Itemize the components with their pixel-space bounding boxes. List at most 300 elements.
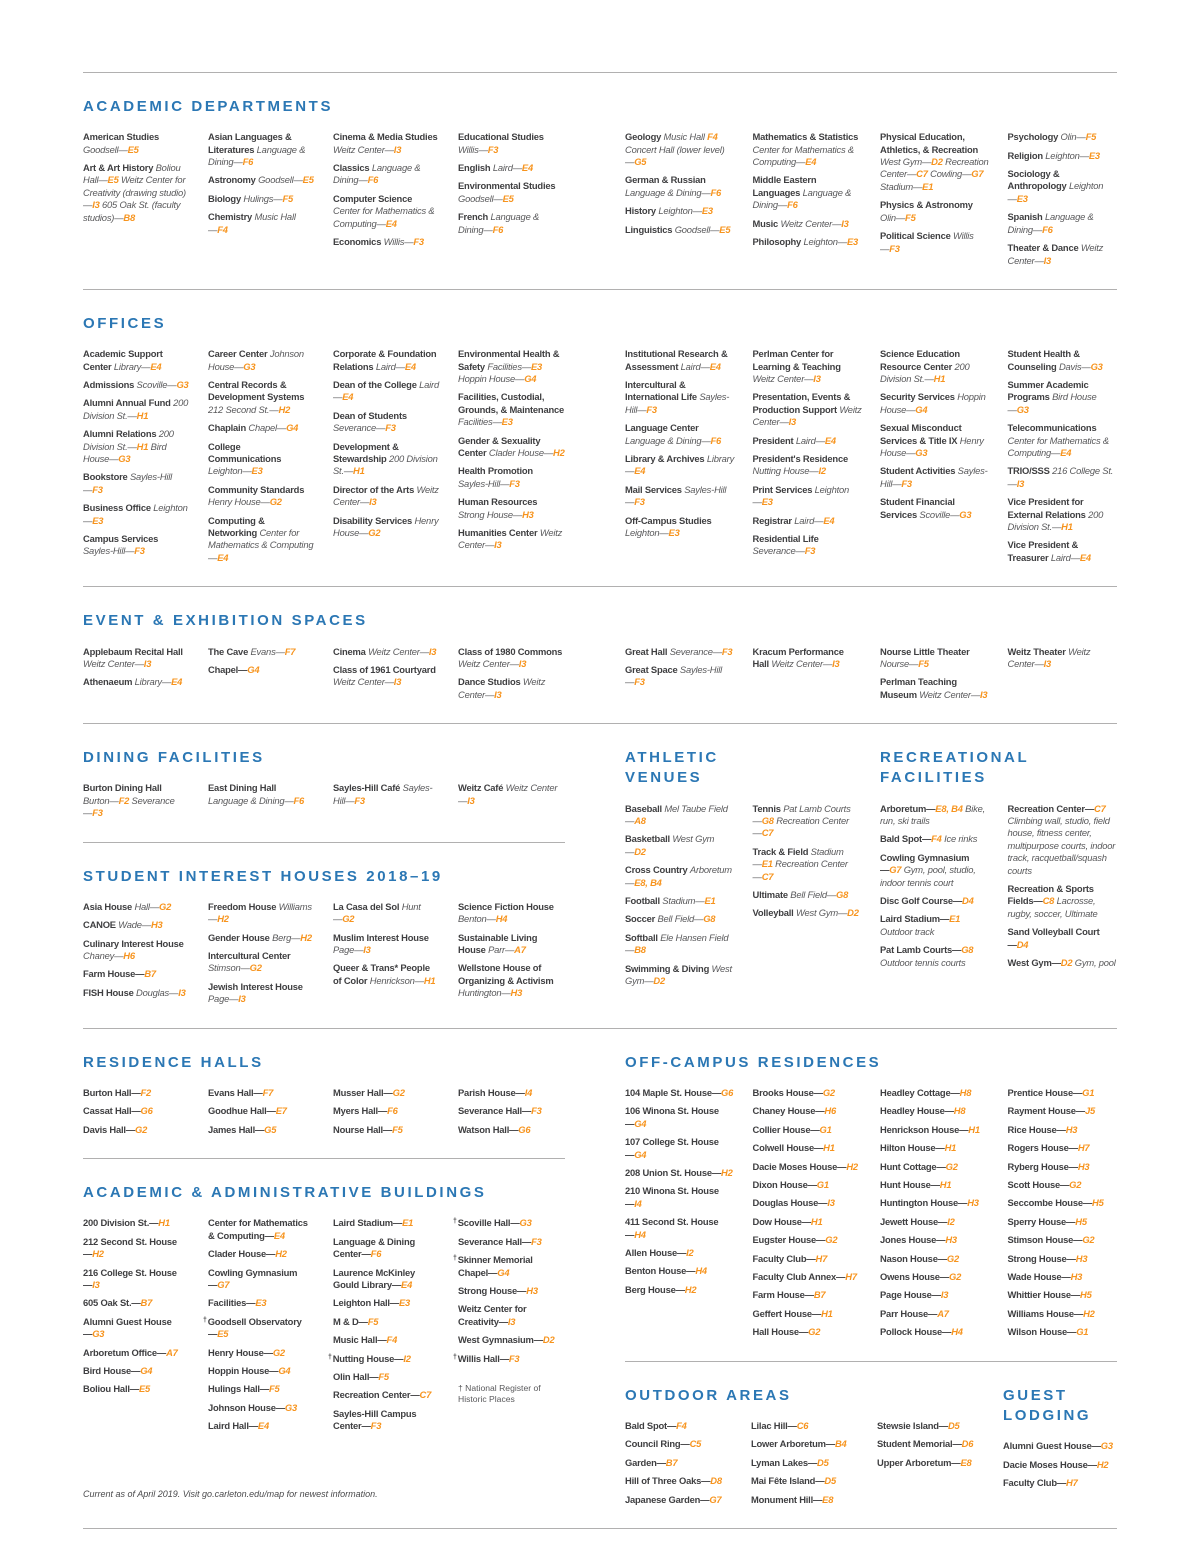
map-grid-code: ⁠F2 [118, 794, 130, 806]
map-grid-code: ⁠E8, B4 [935, 802, 963, 814]
directory-column [1008, 646, 1118, 677]
map-grid-code: ⁠F6 [710, 186, 722, 198]
entry-location: Sayles-Hill— [458, 477, 510, 489]
directory-entry [328, 1352, 440, 1365]
map-grid-code: ⁠A7 [937, 1307, 949, 1319]
entry-location: West Gym— [795, 907, 848, 919]
entry-name: Hunt House— [880, 1178, 940, 1190]
map-grid-code: ⁠G4 [524, 372, 537, 384]
entry-name: Vice President for External Relations [1007, 496, 1089, 520]
directory-entry [880, 1161, 990, 1173]
directory-entry [333, 410, 440, 435]
map-grid-code: ⁠E1 [704, 895, 716, 907]
entry-location: Bird House— [1007, 391, 1097, 415]
entry-name: Intercultural Center [208, 950, 291, 962]
directory-entry [1003, 1440, 1117, 1452]
directory-entry [753, 1253, 863, 1265]
directory-entry [83, 968, 190, 980]
section-title: STUDENT INTEREST HOUSES 2018–19 [83, 867, 443, 885]
map-grid-code: ⁠G5 [264, 1123, 277, 1135]
map-grid-code: ⁠E1 [949, 913, 961, 925]
entry-name: Business Office [83, 502, 154, 514]
entry-name: Culinary Interest House [83, 937, 184, 949]
directory-entry [83, 397, 190, 422]
map-grid-code: ⁠E3 [846, 236, 859, 248]
directory-entry [1008, 1105, 1118, 1117]
directory-entry [753, 218, 863, 230]
directory-column [753, 131, 863, 254]
directory-column [458, 1087, 565, 1142]
directory-entry [625, 1438, 733, 1450]
entry-location: Center for Mathematics & Computing— [208, 527, 314, 563]
entry-name: Leighton Hall— [333, 1297, 399, 1309]
entry-name: Telecommunications [1007, 422, 1097, 434]
map-grid-code: ⁠H4 [695, 1265, 707, 1277]
entry-location: Leighton— [83, 502, 188, 526]
map-grid-code: ⁠G7 [709, 1493, 722, 1505]
map-grid-code: ⁠E4 [342, 391, 354, 403]
map-grid-code: ⁠H1 [944, 1142, 957, 1154]
map-grid-code: ⁠F2 [140, 1086, 152, 1098]
directory-entry [333, 1297, 440, 1309]
directory-entry [458, 162, 565, 174]
map-grid-code: ⁠G2 [392, 1086, 405, 1098]
directory-entry [208, 1105, 315, 1117]
directory-entry [458, 1087, 565, 1099]
map-grid-code: ⁠E4 [709, 360, 721, 372]
directory-column [1008, 348, 1118, 570]
directory-entry [83, 428, 190, 465]
entry-name: Henrickson House— [880, 1123, 969, 1135]
directory-column [333, 646, 440, 695]
entry-name: Music Hall— [333, 1334, 387, 1346]
entry-name: Student Financial Services [880, 496, 955, 520]
entry-location: Stadium— [752, 845, 844, 870]
map-grid-code: ⁠E7 [275, 1105, 287, 1117]
entry-name: Corporate & Foundation Relations [333, 348, 437, 372]
map-grid-code: ⁠I3 [1043, 254, 1052, 266]
directory-entry [625, 1265, 735, 1277]
map-grid-code: ⁠F5 [905, 211, 916, 223]
map-grid-code: ⁠H1 [823, 1142, 835, 1154]
entry-location: Language & Dining— [625, 434, 711, 446]
map-grid-code: ⁠I3 [238, 993, 246, 1005]
entry-location: Weitz Center— [333, 676, 394, 688]
map-grid-code: ⁠F6 [387, 1105, 398, 1117]
directory-entry [625, 932, 735, 957]
entry-name: Alumni Annual Fund [83, 397, 174, 409]
entry-location: West Gym— [880, 156, 932, 168]
map-grid-code: ⁠F3 [901, 477, 912, 489]
entry-name: Gender & Sexuality Center [458, 434, 541, 458]
entry-location: Weitz Center— [1007, 242, 1104, 266]
directory-entry [753, 646, 863, 671]
band-bottom-right [625, 1029, 1117, 1528]
map-grid-code: ⁠G5 [634, 156, 647, 168]
entry-name: Collier House— [752, 1123, 820, 1135]
directory-column [625, 1420, 733, 1512]
map-grid-code: ⁠E1 [402, 1217, 414, 1229]
entry-name: Recreation & Sports Fields— [1007, 883, 1094, 907]
entry-name: Dance Studios [458, 676, 523, 688]
entry-location: Music Hall [663, 131, 708, 143]
map-grid-code: ⁠B7 [813, 1289, 826, 1301]
band-middle-left [83, 724, 565, 1028]
entry-name: Baseball [625, 802, 665, 814]
entry-location: Hoppin House— [458, 372, 525, 384]
map-grid-code: ⁠F6 [293, 794, 305, 806]
entry-name: Rice House— [1007, 1123, 1066, 1135]
directory-entry [880, 1124, 990, 1136]
map-grid-code: ⁠G4 [140, 1365, 153, 1377]
entry-location: Willis— [880, 230, 974, 254]
entry-name: Burton Dining Hall [83, 782, 162, 794]
entry-name: Sustainable Living House [458, 931, 538, 956]
map-grid-code: ⁠H3 [150, 919, 163, 931]
map-grid-code: ⁠H5 [1080, 1289, 1092, 1301]
section-title: EVENT & EXHIBITION SPACES [83, 612, 368, 630]
entry-name: Environmental Health & Safety [458, 348, 560, 372]
entry-name: Central Records & Development Systems [208, 378, 305, 403]
directory-entry [753, 1124, 863, 1136]
map-grid-code: ⁠E5 [502, 192, 514, 204]
map-grid-code: ⁠F3 [889, 242, 900, 254]
directory-column [208, 131, 315, 242]
directory-column [880, 1087, 990, 1345]
directory-entry [333, 348, 440, 373]
entry-location: Weitz Center— [368, 645, 429, 657]
directory-entry [1008, 422, 1118, 459]
entry-name: Religion [1007, 149, 1046, 161]
map-grid-code: ⁠B7 [144, 968, 156, 980]
entry-name: Class of 1980 Commons [458, 645, 563, 657]
directory-entry [208, 782, 315, 807]
entry-name: Tennis [752, 802, 784, 814]
directory-entry [1008, 1308, 1118, 1320]
map-grid-code: ⁠G3 [1100, 1440, 1113, 1452]
entry-name: Musser Hall— [333, 1086, 393, 1098]
map-grid-code: ⁠D5 [947, 1419, 960, 1431]
entry-location: Ice rinks [941, 833, 978, 845]
map-grid-code: ⁠B8 [634, 944, 646, 956]
map-grid-code: ⁠H2 [1096, 1458, 1109, 1470]
entry-name: The Cave [208, 645, 251, 657]
map-grid-code: ⁠E4 [257, 1420, 269, 1432]
entry-location: Leighton— [625, 527, 669, 539]
entry-name: College Communications [208, 440, 282, 464]
entry-name: Council Ring— [625, 1438, 690, 1450]
directory-entry [753, 453, 863, 478]
entry-name: Educational Studies [458, 131, 544, 143]
entry-name: Rogers House— [1007, 1142, 1078, 1154]
map-grid-code: ⁠E5 [719, 223, 731, 235]
map-grid-code: ⁠F3 [370, 1420, 382, 1432]
directory-entry [753, 1161, 863, 1173]
map-grid-code: ⁠E4 [1060, 447, 1072, 458]
entry-location: 200 Division St.— [1007, 508, 1104, 533]
map-grid-code: ⁠H7 [845, 1271, 857, 1282]
entry-name: Cowling Gymnasium— [880, 851, 970, 876]
section-title: OFFICES [83, 314, 167, 332]
entry-location: Language & Dining— [208, 143, 306, 168]
entry-name: Physics & Astronomy [880, 199, 973, 211]
entry-name: Boliou Hall— [83, 1383, 139, 1395]
directory-entry [880, 1216, 990, 1228]
directory-entry [333, 782, 440, 807]
entry-name: Disc Golf Course— [880, 895, 963, 907]
directory-entry [753, 1234, 863, 1246]
map-grid-code: ⁠B4 [834, 1438, 847, 1450]
directory-entry [625, 422, 735, 447]
directory-entry [208, 174, 315, 186]
map-grid-code: ⁠B7 [665, 1456, 678, 1468]
outdoor-guest-row [625, 1362, 1117, 1528]
entry-location: Language & Dining— [333, 162, 421, 186]
directory-column [333, 131, 440, 254]
entry-location: Weitz Center— [771, 657, 833, 669]
directory-entry [333, 379, 440, 404]
map-grid-code: ⁠G4 [278, 1365, 291, 1377]
map-grid-code: ⁠I2 [403, 1352, 411, 1364]
directory-entry [208, 1087, 315, 1099]
directory-entry [625, 864, 735, 889]
directory-entry [625, 131, 735, 168]
map-grid-code: ⁠G6 [518, 1123, 531, 1135]
directory-entry [625, 348, 735, 373]
directory-column [880, 803, 990, 975]
entry-name: Upper Arboretum— [877, 1456, 961, 1468]
entry-location: Hunt— [333, 900, 421, 925]
entry-location: 605 Oak St. (faculty studios)— [83, 199, 181, 223]
entry-name: Bookstore [83, 471, 130, 483]
map-grid-code: ⁠G7 [971, 168, 984, 180]
entry-location: Weitz Center— [458, 657, 519, 669]
entry-location: Severance— [752, 545, 805, 557]
map-grid-code: ⁠H6 [123, 950, 135, 962]
map-grid-code: ⁠C8 [1042, 895, 1055, 907]
directory-entry [880, 803, 990, 828]
directory-entry [753, 1197, 863, 1209]
entry-location: Nourse— [880, 657, 919, 669]
directory-grid [83, 646, 565, 708]
map-grid-code: ⁠E4 [217, 551, 229, 563]
section-title: ACADEMIC DEPARTMENTS [83, 98, 334, 115]
map-grid-code: ⁠F6 [787, 199, 798, 211]
entry-name: Spanish [1007, 211, 1045, 223]
directory-entry [1008, 1253, 1118, 1265]
directory-entry [751, 1475, 859, 1487]
directory-entry [753, 484, 863, 509]
directory-entry [880, 496, 990, 521]
directory-column [83, 1087, 190, 1142]
directory-entry [458, 527, 565, 552]
map-grid-code: ⁠C7 [419, 1389, 432, 1401]
map-grid-code: ⁠E8 [822, 1493, 834, 1505]
map-grid-code: ⁠F4 [931, 833, 942, 845]
entry-name: Cowling Gymnasium— [208, 1266, 298, 1291]
entry-name: Science Education Resource Center [880, 348, 960, 372]
entry-name: Computing & Networking [208, 514, 265, 539]
entry-name: Scott House— [1007, 1178, 1070, 1190]
directory-entry [751, 1494, 859, 1506]
map-grid-code: ⁠G2 [368, 527, 381, 539]
entry-name: Community Standards [208, 483, 305, 495]
directory-entry [333, 1371, 440, 1383]
directory-entry [333, 441, 440, 478]
directory-entry [1008, 211, 1118, 236]
entry-name: Human Resources [458, 496, 538, 508]
directory-entry [208, 1383, 315, 1395]
entry-location: Weitz Center— [752, 372, 814, 384]
directory-entry [880, 348, 990, 385]
entry-name: Computer Science [333, 192, 413, 204]
directory-entry [880, 1234, 990, 1246]
directory-entry [1008, 168, 1118, 205]
map-grid-code: ⁠I3 [827, 1197, 835, 1209]
entry-name: Prentice House— [1007, 1086, 1083, 1098]
directory-entry [753, 846, 863, 883]
entry-name: Myers Hall— [333, 1105, 388, 1117]
map-grid-code: ⁠E5 [302, 174, 314, 186]
entry-location: Douglas— [136, 986, 179, 998]
entry-name: English [458, 162, 493, 174]
directory-entry [333, 193, 440, 230]
entry-name: Faculty Club Annex— [752, 1271, 846, 1282]
map-grid-code: ⁠E4 [634, 465, 646, 477]
map-grid-code: ⁠F5 [1085, 131, 1097, 143]
map-grid-code: ⁠G2 [249, 962, 262, 974]
entry-location: Henry House— [333, 514, 439, 539]
map-grid-code: ⁠E8, B4 [634, 876, 662, 888]
entry-location: Weitz Center— [1007, 645, 1091, 669]
entry-location: Climbing wall, studio, field house, fitness center, multipurpose courts, indoor track, racquetball/squash courts [1007, 815, 1116, 876]
entry-name: Class of 1961 Courtyard [333, 663, 436, 675]
entry-name: Whittier House— [1007, 1289, 1081, 1301]
map-grid-code: ⁠E4 [401, 1279, 413, 1291]
directory-entry [753, 348, 863, 385]
directory-entry [1008, 1216, 1118, 1228]
map-grid-code: ⁠F6 [242, 156, 254, 168]
map-grid-code: ⁠I3 [494, 539, 502, 551]
entry-name: Nourse Little Theater [880, 645, 970, 657]
map-grid-code: ⁠E3 [398, 1297, 411, 1309]
map-grid-code: ⁠E1 [922, 180, 934, 192]
map-grid-code: ⁠H3 [945, 1234, 957, 1246]
entry-location: Facilities— [487, 360, 531, 372]
entry-name: Hall House— [752, 1326, 809, 1338]
directory-entry [208, 1347, 315, 1359]
entry-name: FISH House [83, 986, 137, 998]
map-grid-code: ⁠G8 [836, 889, 849, 901]
entry-name: Institutional Research & Assessment [625, 348, 728, 372]
directory-entry [1008, 242, 1118, 267]
map-grid-code: ⁠H3 [1065, 1123, 1078, 1135]
directory-entry [625, 1247, 735, 1259]
entry-name: Soccer [625, 913, 658, 925]
map-grid-code: ⁠F3 [92, 807, 103, 819]
section-offices [83, 290, 1117, 586]
entry-name: Lyman Lakes— [751, 1456, 818, 1468]
entry-name: Campus Services [83, 533, 159, 545]
directory-column [203, 1217, 315, 1438]
entry-location: Library— [625, 453, 735, 477]
entry-location: Severance— [333, 422, 386, 434]
directory-column [83, 782, 190, 825]
map-grid-code: ⁠G2 [808, 1326, 821, 1338]
directory-entry [753, 515, 863, 527]
directory-entry [1008, 1197, 1118, 1209]
entry-name: Stimson House— [1007, 1234, 1083, 1246]
entry-name: Ryberg House— [1007, 1160, 1078, 1172]
directory-column [458, 782, 565, 813]
historic-places-footnote: † National Register of Historic Places [458, 1383, 541, 1405]
directory-column [208, 646, 315, 683]
map-grid-code: ⁠G4 [247, 663, 260, 675]
map-grid-code: ⁠E4 [171, 676, 183, 688]
entry-location: Bird House— [83, 440, 167, 464]
band-bottom-left [83, 1029, 565, 1499]
map-grid-code: ⁠G4 [286, 422, 299, 434]
entry-location: Weitz Center— [458, 782, 558, 806]
entry-name: Strong House— [1007, 1252, 1076, 1264]
entry-name: Disability Services [333, 514, 415, 526]
directory-entry [458, 676, 565, 701]
entry-name: Queer & Trans* People of Color [333, 962, 430, 986]
entry-location: Wade— [118, 919, 151, 931]
entry-name: Olin Hall— [333, 1371, 379, 1383]
entry-location: 212 Second St.— [208, 403, 279, 415]
entry-name: James Hall— [208, 1123, 265, 1135]
entry-location: Strong House— [458, 508, 523, 520]
directory-entry [203, 1315, 315, 1341]
directory-entry [333, 484, 440, 509]
entry-name: Great Space [625, 663, 680, 675]
entry-location: Nutting House— [752, 465, 819, 477]
map-grid-code: ⁠E1 [761, 858, 773, 870]
map-grid-code: ⁠F4 [386, 1334, 398, 1346]
directory-entry [753, 131, 863, 168]
entry-location: Sayles-Hill— [83, 471, 173, 495]
entry-location: Leighton— [1007, 180, 1104, 204]
historic-dagger-icon: † [203, 1316, 207, 1324]
map-grid-code: ⁠G4 [634, 1148, 647, 1160]
entry-location: Sayles-Hill— [333, 782, 433, 806]
map-grid-code: ⁠G2 [822, 1086, 835, 1098]
entry-name: Alumni Relations [83, 428, 159, 440]
directory-entry [753, 236, 863, 248]
map-grid-code: ⁠B8 [123, 211, 135, 223]
entry-name: Language Center [625, 422, 699, 434]
map-grid-code: ⁠A7 [514, 944, 526, 956]
map-grid-code: ⁠F3 [634, 496, 645, 508]
entry-location: Weitz Center— [458, 527, 563, 551]
map-grid-code: ⁠F3 [634, 676, 645, 688]
entry-name: 107 College St. House— [625, 1136, 719, 1160]
entry-name: 210 Winona St. House— [625, 1185, 719, 1209]
directory-entry [1008, 1326, 1118, 1338]
directory-entry [1008, 883, 1118, 920]
directory-grid [625, 1087, 1117, 1345]
directory-entry [625, 224, 735, 236]
directory-entry [453, 1352, 565, 1365]
entry-name: Henry House— [208, 1346, 273, 1358]
directory-entry [625, 895, 735, 907]
map-grid-code: ⁠E3 [1088, 149, 1100, 161]
map-grid-code: ⁠D6 [961, 1438, 974, 1450]
entry-name: West Gym— [1007, 957, 1061, 969]
section-dining-facilities [83, 724, 565, 841]
directory-grid [83, 1087, 565, 1142]
